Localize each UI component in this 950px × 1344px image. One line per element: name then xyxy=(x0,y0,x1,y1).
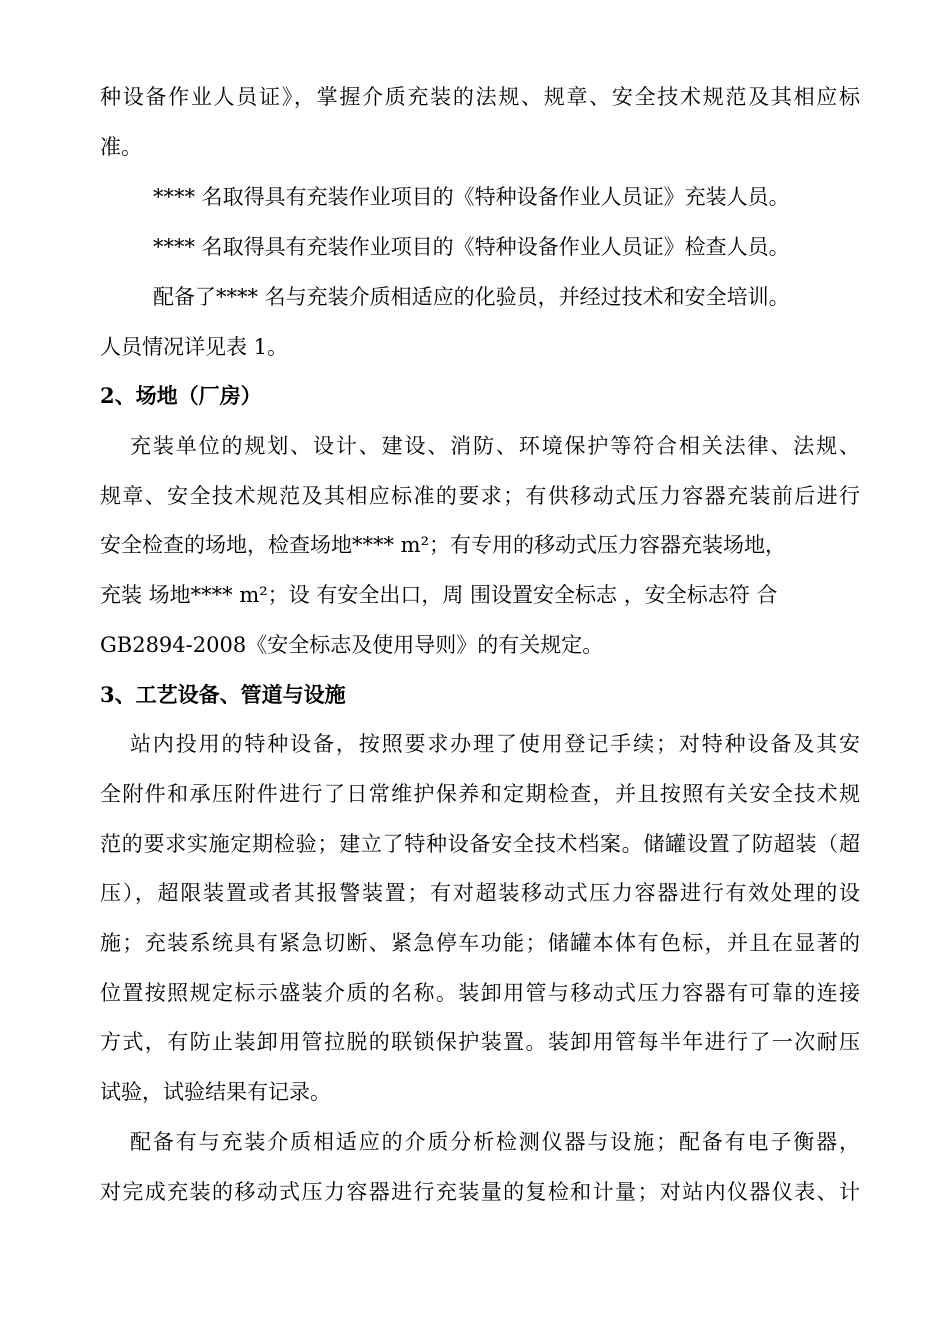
body-text-line: 充装单位的规划、设计、建设、消防、环境保护等符合相关法律、法规、 xyxy=(130,434,860,458)
body-text-line: 安全检查的场地，检查场地**** m²；有专用的移动式压力容器充装场地， xyxy=(100,533,787,557)
body-text-line: 充装 场地**** m²；设 有安全出口，周 围设置安全标志 ，安全标志符 合 xyxy=(100,583,778,607)
body-text-line: **** 名取得具有充装作业项目的《特种设备作业人员证》充装人员。 xyxy=(153,185,790,209)
body-text-line: 对完成充装的移动式压力容器进行充装量的复检和计量；对站内仪器仪表、计 xyxy=(100,1180,860,1204)
body-text-line: 施；充装系统具有紧急切断、紧急停车功能；储罐本体有色标，并且在显著的 xyxy=(100,931,860,955)
body-text-line: 全附件和承压附件进行了日常维护保养和定期检查，并且按照有关安全技术规 xyxy=(100,782,860,806)
body-text-line: 配备了**** 名与充装介质相适应的化验员，并经过技术和安全培训。 xyxy=(153,285,790,309)
body-text-line: 配备有与充装介质相适应的介质分析检测仪器与设施；配备有电子衡器， xyxy=(130,1130,860,1154)
body-text-line: **** 名取得具有充装作业项目的《特种设备作业人员证》检查人员。 xyxy=(153,235,790,259)
section-heading: 3、工艺设备、管道与设施 xyxy=(100,682,346,707)
body-text-line: 人员情况详见表 1。 xyxy=(100,335,289,359)
section-heading: 2、场地（厂房） xyxy=(100,383,262,408)
body-text-line: 压），超限装置或者其报警装置；有对超装移动式压力容器进行有效处理的设 xyxy=(100,881,860,905)
body-text-line: 规章、安全技术规范及其相应标准的要求；有供移动式压力容器充装前后进行 xyxy=(100,484,860,508)
body-text-line: 方式，有防止装卸用管拉脱的联锁保护装置。装卸用管每半年进行了一次耐压 xyxy=(100,1030,860,1054)
body-text-line: 种设备作业人员证》，掌握介质充装的法规、规章、安全技术规范及其相应标 xyxy=(100,85,860,109)
body-text-line: 准。 xyxy=(100,135,142,159)
body-text-line: 范的要求实施定期检验；建立了特种设备安全技术档案。储罐设置了防超装（超 xyxy=(100,832,860,856)
body-text-line: 位置按照规定标示盛装介质的名称。装卸用管与移动式压力容器有可靠的连接 xyxy=(100,981,860,1005)
body-text-line: 试验，试验结果有记录。 xyxy=(100,1080,331,1104)
body-text-line: 站内投用的特种设备，按照要求办理了使用登记手续；对特种设备及其安 xyxy=(130,732,860,756)
body-text-line: GB2894-2008《安全标志及使用导则》的有关规定。 xyxy=(100,633,604,657)
